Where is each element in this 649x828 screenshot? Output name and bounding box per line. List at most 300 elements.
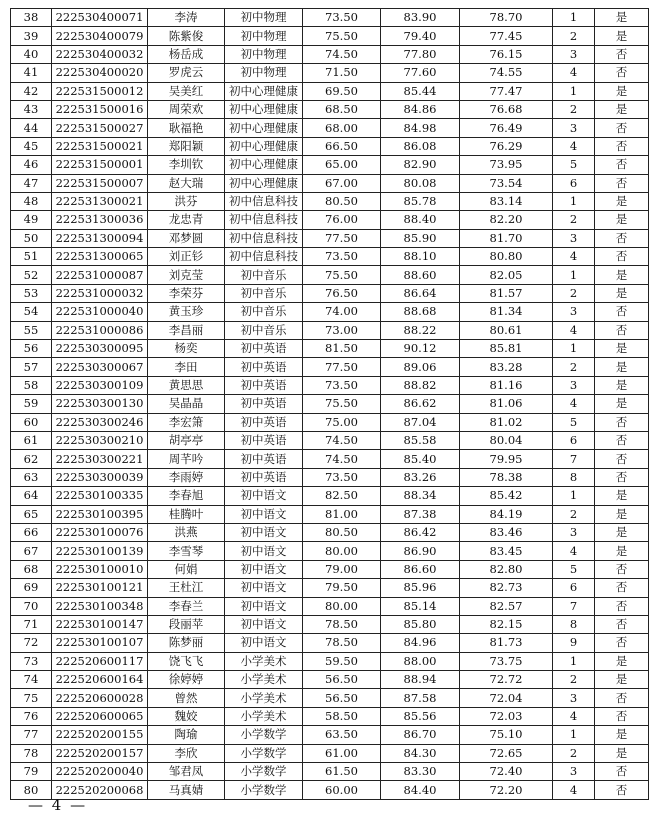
exam-id-cell: 222531300021	[52, 192, 148, 210]
table-row	[11, 64, 649, 82]
seq-cell: 60	[11, 413, 52, 431]
exam-id-cell: 222531500016	[52, 100, 148, 118]
selected-cell: 是	[595, 82, 649, 100]
total-score-cell: 76.49	[460, 119, 553, 137]
table-row	[11, 192, 649, 210]
table-row	[11, 671, 649, 689]
seq-cell: 77	[11, 726, 52, 744]
selected-cell: 是	[595, 505, 649, 523]
written-score-cell: 80.00	[303, 542, 381, 560]
exam-id-cell: 222531300094	[52, 229, 148, 247]
interview-score-cell: 88.40	[381, 211, 460, 229]
selected-cell: 否	[595, 615, 649, 633]
written-score-cell: 65.00	[303, 156, 381, 174]
table-row	[11, 82, 649, 100]
name-cell: 刘正钐	[148, 248, 225, 266]
interview-score-cell: 87.38	[381, 505, 460, 523]
selected-cell: 否	[595, 413, 649, 431]
subject-cell: 初中音乐	[225, 303, 303, 321]
interview-score-cell: 85.14	[381, 597, 460, 615]
table-row	[11, 450, 649, 468]
exam-id-cell: 222531000032	[52, 284, 148, 302]
table-row	[11, 395, 649, 413]
subject-cell: 初中语文	[225, 523, 303, 541]
seq-cell: 45	[11, 137, 52, 155]
seq-cell: 78	[11, 744, 52, 762]
table-row	[11, 211, 649, 229]
rank-cell: 1	[553, 9, 595, 27]
selected-cell: 否	[595, 248, 649, 266]
total-score-cell: 85.42	[460, 487, 553, 505]
seq-cell: 71	[11, 615, 52, 633]
table-row	[11, 9, 649, 27]
written-score-cell: 82.50	[303, 487, 381, 505]
rank-cell: 3	[553, 303, 595, 321]
written-score-cell: 80.50	[303, 192, 381, 210]
table-row	[11, 340, 649, 358]
seq-cell: 41	[11, 64, 52, 82]
subject-cell: 初中语文	[225, 560, 303, 578]
name-cell: 李荣芬	[148, 284, 225, 302]
table-row	[11, 726, 649, 744]
total-score-cell: 82.05	[460, 266, 553, 284]
total-score-cell: 78.38	[460, 468, 553, 486]
selected-cell: 是	[595, 376, 649, 394]
seq-cell: 59	[11, 395, 52, 413]
subject-cell: 初中英语	[225, 395, 303, 413]
selected-cell: 是	[595, 211, 649, 229]
seq-cell: 52	[11, 266, 52, 284]
interview-score-cell: 85.96	[381, 579, 460, 597]
rank-cell: 2	[553, 27, 595, 45]
table-row	[11, 174, 649, 192]
total-score-cell: 84.19	[460, 505, 553, 523]
seq-cell: 51	[11, 248, 52, 266]
interview-score-cell: 80.08	[381, 174, 460, 192]
exam-id-cell: 222530300039	[52, 468, 148, 486]
rank-cell: 4	[553, 321, 595, 339]
selected-cell: 否	[595, 174, 649, 192]
seq-cell: 68	[11, 560, 52, 578]
subject-cell: 初中音乐	[225, 266, 303, 284]
name-cell: 李昌丽	[148, 321, 225, 339]
total-score-cell: 72.20	[460, 781, 553, 799]
total-score-cell: 81.06	[460, 395, 553, 413]
selected-cell: 否	[595, 707, 649, 725]
name-cell: 李雨婷	[148, 468, 225, 486]
exam-id-cell: 222531000087	[52, 266, 148, 284]
table-row	[11, 542, 649, 560]
written-score-cell: 73.50	[303, 248, 381, 266]
exam-id-cell: 222530100348	[52, 597, 148, 615]
total-score-cell: 85.81	[460, 340, 553, 358]
subject-cell: 初中英语	[225, 340, 303, 358]
name-cell: 徐婷婷	[148, 671, 225, 689]
rank-cell: 8	[553, 468, 595, 486]
subject-cell: 初中语文	[225, 542, 303, 560]
written-score-cell: 74.50	[303, 450, 381, 468]
rank-cell: 5	[553, 156, 595, 174]
table-row	[11, 744, 649, 762]
rank-cell: 4	[553, 395, 595, 413]
exam-id-cell: 222520200155	[52, 726, 148, 744]
selected-cell: 否	[595, 763, 649, 781]
subject-cell: 初中语文	[225, 597, 303, 615]
interview-score-cell: 88.00	[381, 652, 460, 670]
total-score-cell: 82.15	[460, 615, 553, 633]
selected-cell: 是	[595, 100, 649, 118]
interview-score-cell: 85.44	[381, 82, 460, 100]
selected-cell: 否	[595, 689, 649, 707]
rank-cell: 3	[553, 45, 595, 63]
exam-id-cell: 222530100010	[52, 560, 148, 578]
written-score-cell: 73.50	[303, 376, 381, 394]
total-score-cell: 82.73	[460, 579, 553, 597]
seq-cell: 53	[11, 284, 52, 302]
rank-cell: 3	[553, 763, 595, 781]
total-score-cell: 72.03	[460, 707, 553, 725]
name-cell: 郑阳颖	[148, 137, 225, 155]
table-row	[11, 505, 649, 523]
selected-cell: 是	[595, 523, 649, 541]
written-score-cell: 74.50	[303, 431, 381, 449]
table-row	[11, 156, 649, 174]
total-score-cell: 80.61	[460, 321, 553, 339]
seq-cell: 74	[11, 671, 52, 689]
interview-score-cell: 90.12	[381, 340, 460, 358]
exam-id-cell: 222530300221	[52, 450, 148, 468]
selected-cell: 是	[595, 284, 649, 302]
selected-cell: 是	[595, 726, 649, 744]
table-row	[11, 781, 649, 799]
total-score-cell: 78.70	[460, 9, 553, 27]
seq-cell: 50	[11, 229, 52, 247]
written-score-cell: 68.00	[303, 119, 381, 137]
table-row	[11, 376, 649, 394]
seq-cell: 56	[11, 340, 52, 358]
seq-cell: 38	[11, 9, 52, 27]
subject-cell: 初中信息科技	[225, 211, 303, 229]
rank-cell: 6	[553, 431, 595, 449]
written-score-cell: 63.50	[303, 726, 381, 744]
seq-cell: 39	[11, 27, 52, 45]
rank-cell: 5	[553, 413, 595, 431]
exam-id-cell: 222530300109	[52, 376, 148, 394]
table-row	[11, 303, 649, 321]
selected-cell: 是	[595, 487, 649, 505]
written-score-cell: 78.50	[303, 615, 381, 633]
written-score-cell: 74.50	[303, 45, 381, 63]
rank-cell: 2	[553, 358, 595, 376]
total-score-cell: 82.57	[460, 597, 553, 615]
table-row	[11, 689, 649, 707]
total-score-cell: 72.72	[460, 671, 553, 689]
written-score-cell: 77.50	[303, 358, 381, 376]
table-row	[11, 597, 649, 615]
written-score-cell: 73.50	[303, 468, 381, 486]
written-score-cell: 56.50	[303, 671, 381, 689]
exam-id-cell: 222531500012	[52, 82, 148, 100]
seq-cell: 69	[11, 579, 52, 597]
table-row	[11, 763, 649, 781]
interview-score-cell: 88.94	[381, 671, 460, 689]
rank-cell: 1	[553, 726, 595, 744]
name-cell: 吴美红	[148, 82, 225, 100]
selected-cell: 否	[595, 560, 649, 578]
subject-cell: 初中语文	[225, 505, 303, 523]
interview-score-cell: 83.30	[381, 763, 460, 781]
subject-cell: 初中英语	[225, 450, 303, 468]
seq-cell: 54	[11, 303, 52, 321]
rank-cell: 4	[553, 781, 595, 799]
selected-cell: 否	[595, 634, 649, 652]
interview-score-cell: 84.86	[381, 100, 460, 118]
selected-cell: 否	[595, 137, 649, 155]
total-score-cell: 76.29	[460, 137, 553, 155]
name-cell: 赵大瑞	[148, 174, 225, 192]
written-score-cell: 59.50	[303, 652, 381, 670]
rank-cell: 9	[553, 634, 595, 652]
interview-score-cell: 85.56	[381, 707, 460, 725]
table-row	[11, 560, 649, 578]
total-score-cell: 82.20	[460, 211, 553, 229]
table-row	[11, 45, 649, 63]
written-score-cell: 66.50	[303, 137, 381, 155]
written-score-cell: 81.00	[303, 505, 381, 523]
written-score-cell: 60.00	[303, 781, 381, 799]
exam-id-cell: 222531500027	[52, 119, 148, 137]
name-cell: 杨岳成	[148, 45, 225, 63]
seq-cell: 57	[11, 358, 52, 376]
subject-cell: 初中心理健康	[225, 119, 303, 137]
exam-id-cell: 222530100121	[52, 579, 148, 597]
exam-id-cell: 222531000086	[52, 321, 148, 339]
total-score-cell: 80.04	[460, 431, 553, 449]
seq-cell: 65	[11, 505, 52, 523]
rank-cell: 4	[553, 248, 595, 266]
rank-cell: 1	[553, 652, 595, 670]
rank-cell: 2	[553, 284, 595, 302]
interview-score-cell: 82.90	[381, 156, 460, 174]
interview-score-cell: 88.82	[381, 376, 460, 394]
name-cell: 李田	[148, 358, 225, 376]
table-row	[11, 523, 649, 541]
selected-cell: 是	[595, 395, 649, 413]
subject-cell: 初中语文	[225, 615, 303, 633]
table-row	[11, 487, 649, 505]
name-cell: 杨奕	[148, 340, 225, 358]
name-cell: 桂腾叶	[148, 505, 225, 523]
rank-cell: 2	[553, 100, 595, 118]
rank-cell: 3	[553, 523, 595, 541]
written-score-cell: 76.50	[303, 284, 381, 302]
table-row	[11, 27, 649, 45]
rank-cell: 4	[553, 137, 595, 155]
interview-score-cell: 85.80	[381, 615, 460, 633]
selected-cell: 否	[595, 64, 649, 82]
written-score-cell: 79.50	[303, 579, 381, 597]
rank-cell: 7	[553, 450, 595, 468]
rank-cell: 1	[553, 192, 595, 210]
written-score-cell: 73.50	[303, 9, 381, 27]
name-cell: 王杜江	[148, 579, 225, 597]
seq-cell: 49	[11, 211, 52, 229]
exam-id-cell: 222530400071	[52, 9, 148, 27]
seq-cell: 66	[11, 523, 52, 541]
name-cell: 李圳钦	[148, 156, 225, 174]
name-cell: 李雪琴	[148, 542, 225, 560]
name-cell: 魏姣	[148, 707, 225, 725]
interview-score-cell: 77.80	[381, 45, 460, 63]
selected-cell: 是	[595, 340, 649, 358]
written-score-cell: 75.50	[303, 266, 381, 284]
exam-id-cell: 222530100107	[52, 634, 148, 652]
name-cell: 饶飞飞	[148, 652, 225, 670]
rank-cell: 6	[553, 174, 595, 192]
name-cell: 周荣欢	[148, 100, 225, 118]
rank-cell: 2	[553, 671, 595, 689]
written-score-cell: 81.50	[303, 340, 381, 358]
exam-id-cell: 222520600065	[52, 707, 148, 725]
total-score-cell: 76.68	[460, 100, 553, 118]
written-score-cell: 77.50	[303, 229, 381, 247]
selected-cell: 否	[595, 579, 649, 597]
exam-id-cell: 222520600117	[52, 652, 148, 670]
selected-cell: 否	[595, 45, 649, 63]
table-row	[11, 137, 649, 155]
total-score-cell: 83.46	[460, 523, 553, 541]
selected-cell: 否	[595, 431, 649, 449]
written-score-cell: 80.00	[303, 597, 381, 615]
seq-cell: 76	[11, 707, 52, 725]
subject-cell: 小学美术	[225, 689, 303, 707]
name-cell: 李春旭	[148, 487, 225, 505]
interview-score-cell: 86.64	[381, 284, 460, 302]
exam-id-cell: 222531300036	[52, 211, 148, 229]
name-cell: 何娟	[148, 560, 225, 578]
interview-score-cell: 86.90	[381, 542, 460, 560]
interview-score-cell: 88.68	[381, 303, 460, 321]
rank-cell: 3	[553, 119, 595, 137]
name-cell: 曾然	[148, 689, 225, 707]
total-score-cell: 81.16	[460, 376, 553, 394]
selected-cell: 是	[595, 744, 649, 762]
rank-cell: 1	[553, 266, 595, 284]
seq-cell: 61	[11, 431, 52, 449]
subject-cell: 初中物理	[225, 64, 303, 82]
selected-cell: 否	[595, 119, 649, 137]
total-score-cell: 81.34	[460, 303, 553, 321]
exam-id-cell: 222531300065	[52, 248, 148, 266]
total-score-cell: 72.65	[460, 744, 553, 762]
seq-cell: 40	[11, 45, 52, 63]
interview-score-cell: 86.70	[381, 726, 460, 744]
exam-id-cell: 222531500001	[52, 156, 148, 174]
rank-cell: 4	[553, 542, 595, 560]
total-score-cell: 79.95	[460, 450, 553, 468]
subject-cell: 初中语文	[225, 634, 303, 652]
rank-cell: 4	[553, 707, 595, 725]
seq-cell: 58	[11, 376, 52, 394]
name-cell: 罗虎云	[148, 64, 225, 82]
written-score-cell: 79.00	[303, 560, 381, 578]
interview-score-cell: 85.40	[381, 450, 460, 468]
exam-id-cell: 222520200040	[52, 763, 148, 781]
name-cell: 马真婧	[148, 781, 225, 799]
subject-cell: 小学数学	[225, 726, 303, 744]
subject-cell: 初中物理	[225, 45, 303, 63]
selected-cell: 是	[595, 27, 649, 45]
written-score-cell: 56.50	[303, 689, 381, 707]
rank-cell: 3	[553, 376, 595, 394]
name-cell: 李欣	[148, 744, 225, 762]
name-cell: 胡亭亭	[148, 431, 225, 449]
table-row	[11, 248, 649, 266]
table-row	[11, 119, 649, 137]
subject-cell: 小学美术	[225, 707, 303, 725]
name-cell: 黄思思	[148, 376, 225, 394]
total-score-cell: 75.10	[460, 726, 553, 744]
table-row	[11, 284, 649, 302]
results-table	[10, 8, 649, 800]
subject-cell: 初中英语	[225, 468, 303, 486]
subject-cell: 初中物理	[225, 9, 303, 27]
selected-cell: 是	[595, 266, 649, 284]
subject-cell: 初中英语	[225, 358, 303, 376]
exam-id-cell: 222520600164	[52, 671, 148, 689]
subject-cell: 小学美术	[225, 652, 303, 670]
total-score-cell: 83.14	[460, 192, 553, 210]
name-cell: 陈紫俊	[148, 27, 225, 45]
rank-cell: 2	[553, 211, 595, 229]
selected-cell: 是	[595, 192, 649, 210]
subject-cell: 小学美术	[225, 671, 303, 689]
exam-id-cell: 222530100395	[52, 505, 148, 523]
exam-id-cell: 222530300067	[52, 358, 148, 376]
rank-cell: 4	[553, 64, 595, 82]
seq-cell: 67	[11, 542, 52, 560]
subject-cell: 初中物理	[225, 27, 303, 45]
seq-cell: 62	[11, 450, 52, 468]
exam-id-cell: 222530300210	[52, 431, 148, 449]
seq-cell: 64	[11, 487, 52, 505]
page-number: — 4 —	[28, 796, 88, 814]
total-score-cell: 76.15	[460, 45, 553, 63]
rank-cell: 1	[553, 340, 595, 358]
name-cell: 陈梦丽	[148, 634, 225, 652]
subject-cell: 初中音乐	[225, 284, 303, 302]
table-row	[11, 468, 649, 486]
name-cell: 黄玉珍	[148, 303, 225, 321]
written-score-cell: 61.00	[303, 744, 381, 762]
total-score-cell: 73.54	[460, 174, 553, 192]
subject-cell: 初中英语	[225, 376, 303, 394]
interview-score-cell: 84.98	[381, 119, 460, 137]
table-row	[11, 431, 649, 449]
table-row	[11, 615, 649, 633]
name-cell: 刘克莹	[148, 266, 225, 284]
interview-score-cell: 88.10	[381, 248, 460, 266]
interview-score-cell: 86.60	[381, 560, 460, 578]
seq-cell: 55	[11, 321, 52, 339]
interview-score-cell: 86.42	[381, 523, 460, 541]
name-cell: 邹君凤	[148, 763, 225, 781]
subject-cell: 初中心理健康	[225, 156, 303, 174]
seq-cell: 47	[11, 174, 52, 192]
exam-id-cell: 222520200157	[52, 744, 148, 762]
rank-cell: 1	[553, 82, 595, 100]
name-cell: 陶瑜	[148, 726, 225, 744]
